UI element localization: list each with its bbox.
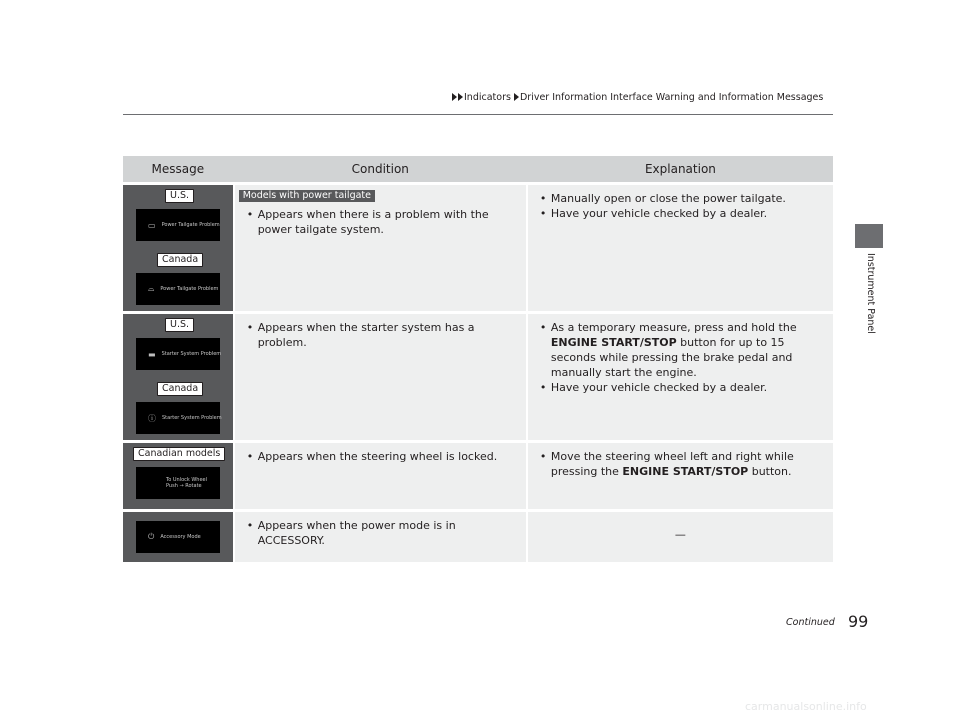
badge-canada: Canada: [157, 253, 203, 267]
explanation-cell: [528, 314, 833, 440]
list-item: • Have your vehicle checked by a dealer.: [539, 381, 768, 394]
breadcrumb: [452, 92, 823, 103]
list-item: • Move the steering wheel left and right while pressing the ENGINE START/STOP button.: [539, 450, 794, 478]
no-explanation: —: [674, 528, 686, 541]
table-header: [123, 156, 833, 182]
section-tab: [855, 224, 883, 248]
header-message: Message: [151, 162, 205, 176]
message-screen: ⓘ Starter System Problem: [136, 402, 220, 434]
breadcrumb-section: Driver Information Interface Warning and Information Messages: [519, 92, 824, 103]
message-screen: ⏻ Accessory Mode: [136, 521, 220, 553]
arrow-icon: [458, 93, 463, 101]
list-item: • Have your vehicle checked by a dealer.: [539, 207, 768, 220]
table-row: [123, 443, 833, 509]
message-screen: ⌓ Power Tailgate Problem: [136, 273, 220, 305]
message-cell: [123, 443, 233, 509]
condition-cell: [235, 512, 526, 562]
list-item: • Appears when there is a problem with the power tailgate system.: [246, 208, 489, 236]
condition-cell: [235, 185, 526, 311]
message-screen: ▬ Starter System Problem: [136, 338, 220, 370]
condition-cell: [235, 443, 526, 509]
explanation-cell: [528, 512, 833, 562]
message-cell: [123, 314, 233, 440]
page-number: 99: [848, 612, 869, 631]
table-row: [123, 314, 833, 440]
list-item: • Appears when the starter system has a problem.: [246, 321, 475, 349]
header-rule: [123, 114, 833, 115]
tailgate-icon: ▭: [148, 220, 156, 230]
message-screen: To Unlock Wheel Push → Rotate: [136, 467, 220, 499]
explanation-cell: [528, 443, 833, 509]
list-item: • Appears when the steering wheel is locked.: [246, 450, 498, 463]
arrow-icon: [514, 93, 519, 101]
message-cell: [123, 512, 233, 562]
list-item: • As a temporary measure, press and hold the ENGINE START/STOP button for up to 15 seconds while pressing the brake pedal and manually start the engine.: [539, 321, 797, 379]
badge-us: U.S.: [165, 318, 194, 332]
watermark: carmanualsonline.info: [745, 700, 867, 713]
arrow-icon: [452, 93, 457, 101]
messages-table: [123, 156, 833, 562]
power-icon: ⏻: [148, 532, 155, 541]
table-row: [123, 512, 833, 562]
explanation-cell: [528, 185, 833, 311]
badge-canada: Canada: [157, 382, 203, 396]
badge-canadian-models: Canadian models: [133, 447, 225, 461]
list-item: • Appears when the power mode is in ACCESSORY.: [246, 519, 456, 547]
header-explanation: Explanation: [644, 162, 716, 176]
header-condition: Condition: [351, 162, 409, 176]
table-row: [123, 185, 833, 311]
message-screen: ▭ Power Tailgate Problem: [136, 209, 220, 241]
continued-label: Continued: [786, 617, 835, 628]
section-label: Instrument Panel: [865, 253, 876, 334]
models-tag: Models with power tailgate: [239, 190, 375, 202]
badge-us: U.S.: [165, 189, 194, 203]
list-item: • Manually open or close the power tailgate.: [539, 192, 786, 205]
starter-icon: ▬: [148, 349, 156, 359]
tailgate-icon: ⌓: [148, 284, 155, 293]
condition-cell: [235, 314, 526, 440]
warning-icon: ⓘ: [148, 413, 156, 423]
breadcrumb-indicators: Indicators: [464, 92, 511, 103]
message-cell: [123, 185, 233, 311]
